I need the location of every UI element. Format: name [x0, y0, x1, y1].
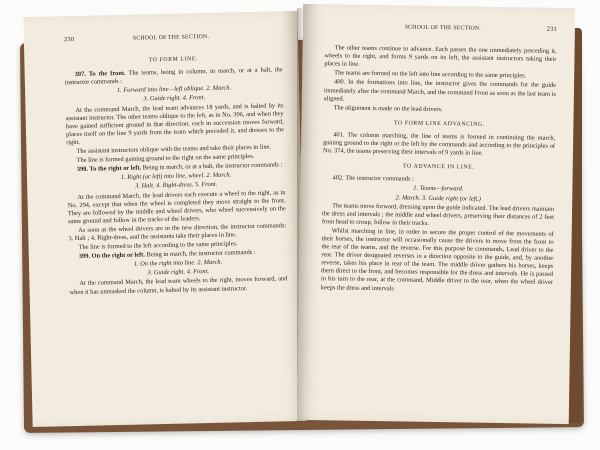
- command-line: 1. Right (or left) into line, wheel. 2. March.: [120, 171, 232, 182]
- paragraph: The line is formed to the left according to the same principles.: [78, 240, 238, 252]
- section-heading: TO FORM LINE ADVANCING.: [393, 120, 485, 128]
- paragraph: The teams are formed on the left into line according to the same principles.: [334, 69, 527, 80]
- paragraph: At the command March, the lead team wheels to the right, moves forward, and when it has unmasked the column, is halted by its assistant instructor.: [69, 275, 288, 296]
- left-page-body: [64, 53, 287, 296]
- command-line: 1. Teams—forward.: [413, 185, 464, 193]
- right-page-text: [321, 22, 557, 296]
- running-head: SCHOOL OF THE SECTION.: [132, 33, 210, 42]
- command-line: 1. Forward into line—left oblique. 2. March.: [116, 84, 232, 95]
- left-page-header: [64, 31, 282, 44]
- paragraph: 401. The column marching, the line of teams is formed in continuing the march, gaining ground to the right or the left by the commands and according to the principles of No. 374, the teams preserving their intervals of 9 yards in line.: [322, 131, 556, 157]
- left-page-text: [64, 31, 288, 298]
- paragraph: The other teams continue to advance. Each passes the one immediately preceding it, wheels to the right, and forms 9 yards on its left, the assistant instructors taking their places in line.: [324, 44, 557, 69]
- running-head: SCHOOL OF THE SECTION.: [404, 24, 481, 32]
- paragraph-lead: 399. On the right or left.: [78, 251, 145, 261]
- paragraph: 397. To the front. The teams, being in column, in march, or at a halt, the instructor commands :: [64, 66, 283, 87]
- paragraph: 399. On the right or left. Being in march, the instructor commands :: [78, 249, 256, 261]
- section-heading: TO ADVANCE IN LINE.: [402, 163, 475, 171]
- command-line: 3. Guide right. 4. Front.: [143, 94, 206, 103]
- page-number: 231: [546, 25, 557, 33]
- command-line: 3. Halt. 4. Right-dress. 5. Front.: [135, 181, 218, 191]
- paragraph: 402. The instructor commands :: [332, 174, 414, 183]
- paragraph: 398. To the right or left. Being in march, or at a halt, the instructor commands :: [76, 161, 283, 174]
- right-page-header: [325, 22, 557, 34]
- paragraph: The alignment is made on the lead drivers.: [333, 104, 443, 113]
- paragraph: The line is formed gaining ground to the right on the same principles.: [76, 153, 255, 165]
- command-line: 1. On the right into line. 2. March.: [133, 258, 223, 268]
- command-line: 2. March. 3. Guide right (or left.): [395, 193, 481, 203]
- paragraph: At the command March, the lead drivers each execute a wheel to the right, as in No. 294, except that when the wheel is completed they move straight to the front. They are followed by the middle and wheel drivers, who wheel successively on the same ground and follow in the tracks of the leaders.: [67, 188, 286, 225]
- left-page: [23, 11, 306, 427]
- paragraph-lead: 397. To the front.: [74, 70, 126, 79]
- section-heading: TO FORM LINE.: [148, 56, 199, 64]
- command-line: 3. Guide right. 4. Front.: [147, 268, 210, 277]
- paragraph: As soon as the wheel drivers are in the new direction, the instructor commands: 3. Halt ; 4. Right-dress, and the assistants take their places in line.: [68, 222, 287, 243]
- paragraph: 400. In the formations into line, the instructor gives the commands for the guide immediately after the command March, and the command Front as soon as the last team is aligned.: [323, 78, 557, 103]
- paragraph-lead: 398. To the right or left.: [76, 164, 142, 174]
- paragraph: The teams move forward, dressing upon the guide indicated. The lead drivers maintain the dress and intervals ; the middle and wheel drivers, preserving their distances of 2 feet from head to croup, follow in their tracks.: [321, 201, 555, 227]
- right-page: [297, 4, 576, 424]
- paragraph: At the command March, the lead team advances 18 yards, and is halted by its assistant instructor. The other teams oblique to the left, as in No. 396, and when they have gained sufficient ground in that direction, each in succession moves forward, places itself on the line 9 yards from the team which preceded it, and dresses to the right.: [65, 101, 285, 147]
- right-page-body: [321, 44, 557, 295]
- page-number: 230: [63, 36, 75, 44]
- paragraph: Whilst marching in line, in order to secure the proper control of the movements of their horses, the instructor will occasionally cause the drivers to move from the front to the rear of the teams, and the reverse. For this purpose he commands, Lead driver to the rear. The driver designated reverses in a direction opposite to the guide, and, by another reverse, takes his place in rear of the team. The middle driver gathers his horses, keeps them direct to the front, and becomes responsible for the dress and intervals. He is passed in his turn to the rear, at the command, Middle driver to the rear, when the wheel driver keeps the dress and intervals: [320, 227, 554, 292]
- paragraph: The assistant instructors oblique with the teams and take their places in line.: [76, 143, 272, 156]
